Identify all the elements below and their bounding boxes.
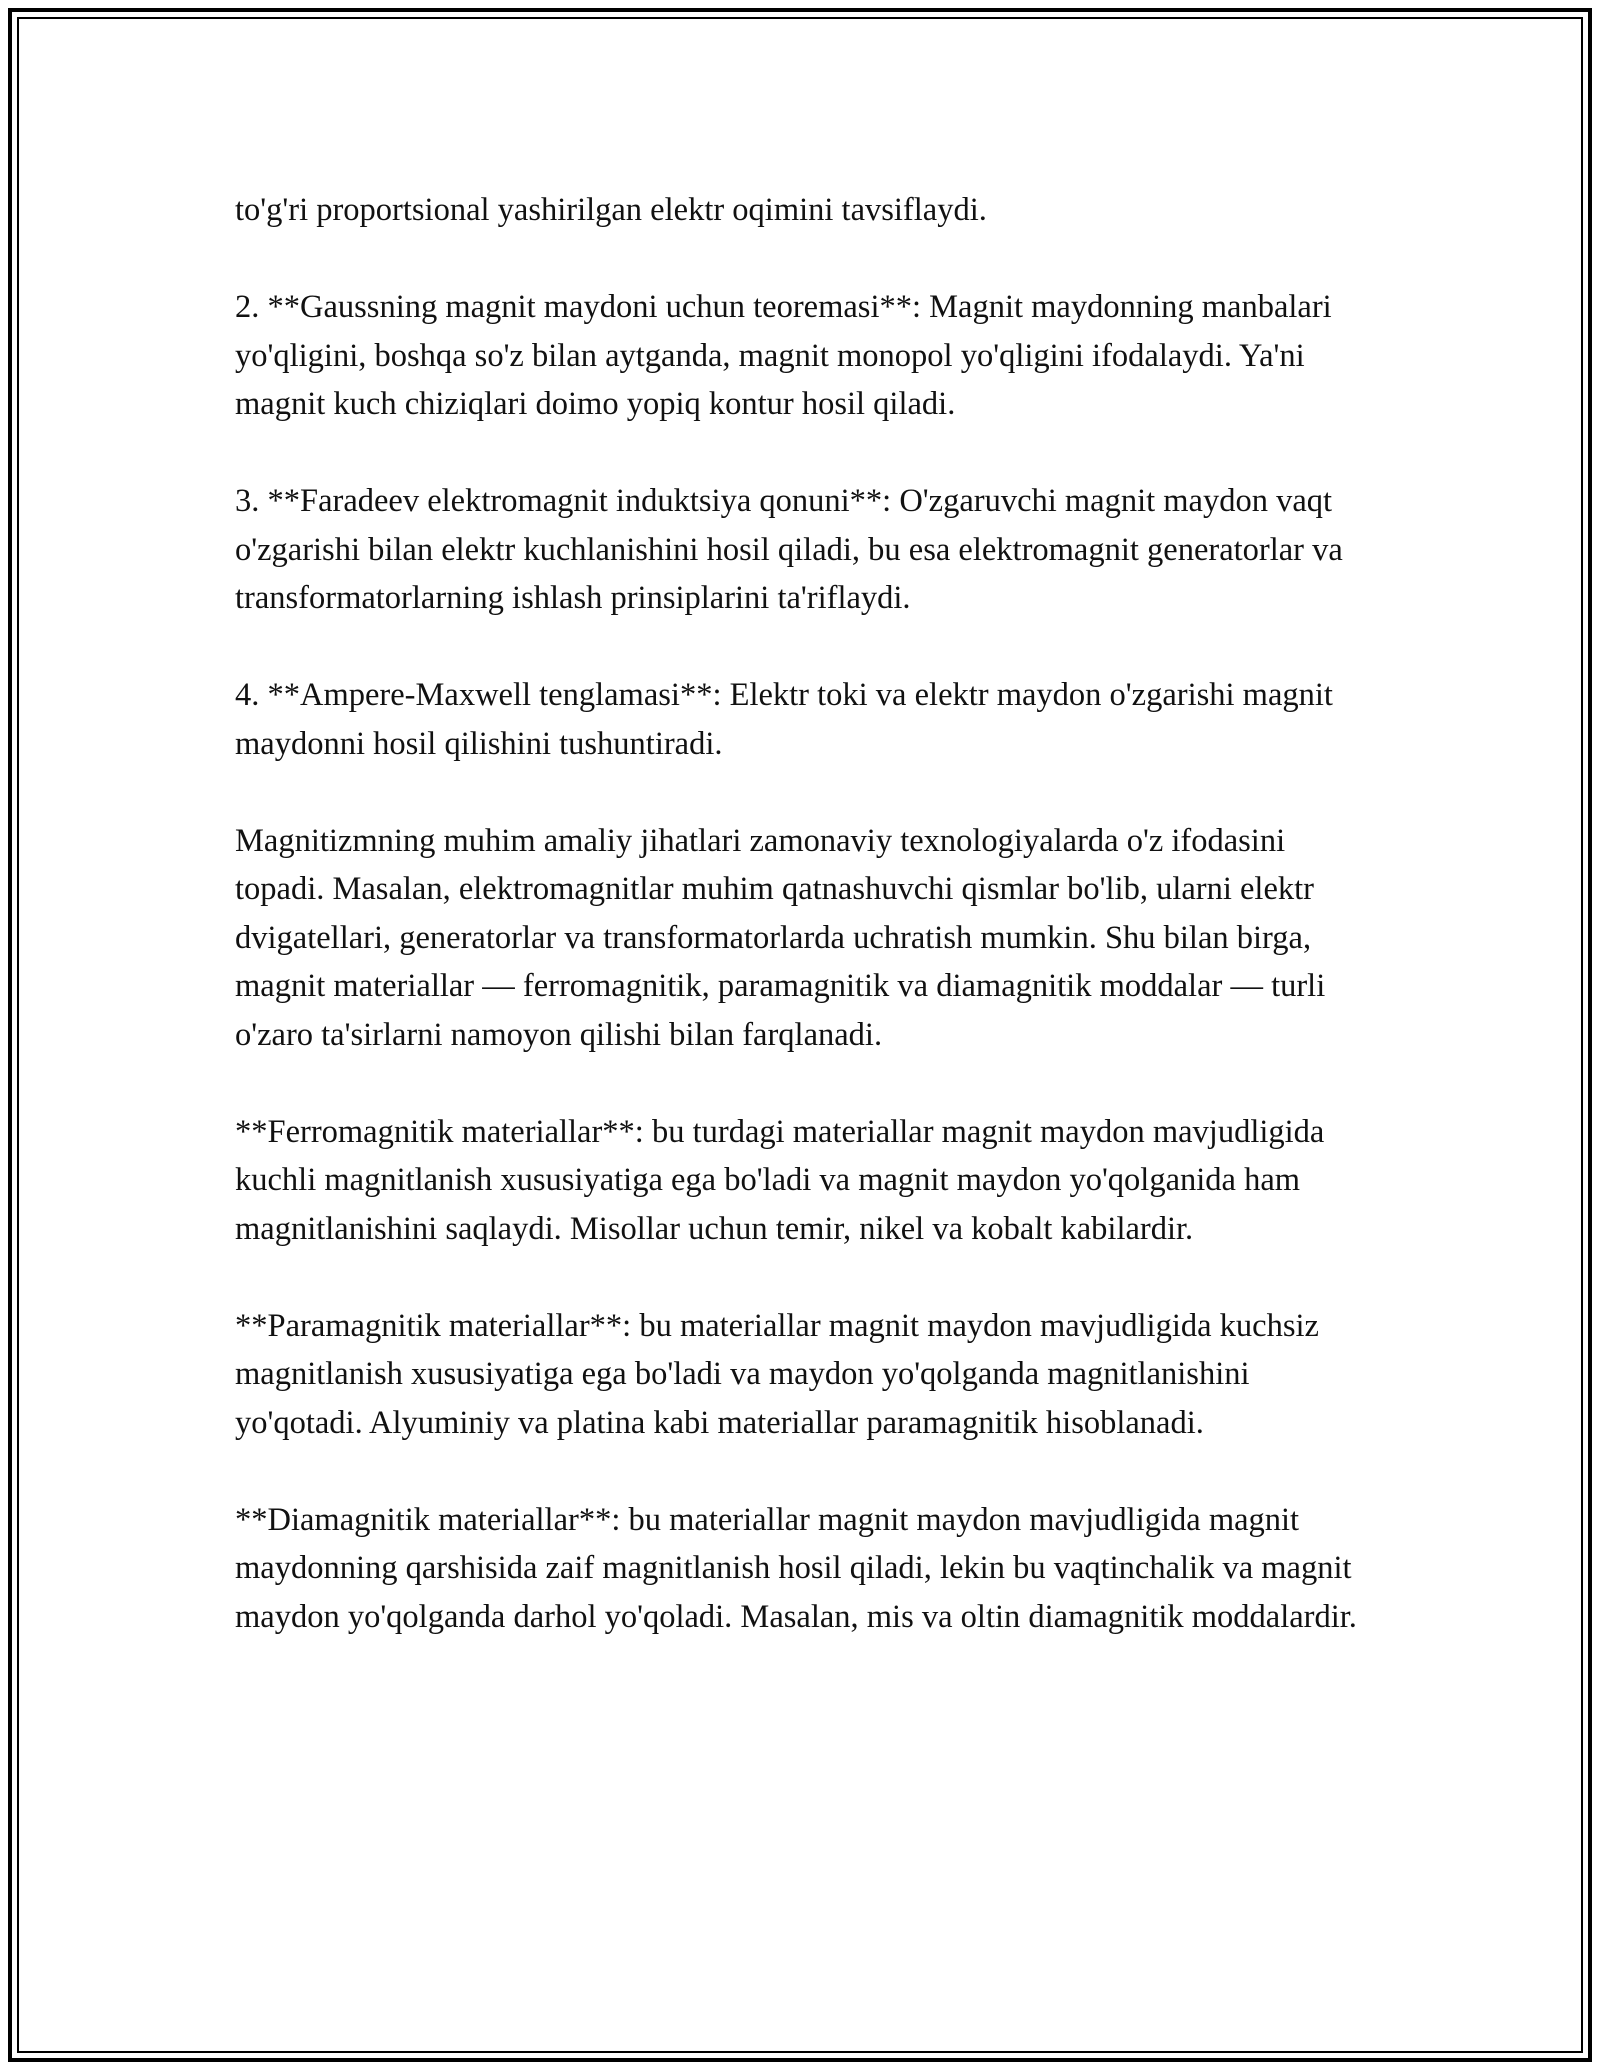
paragraph-practical-aspects: Magnitizmning muhim amaliy jihatlari zamonaviy texnologiyalarda o'z ifodasini topadi. Masalan, elektromagnitlar muhim qatnashuvchi qismlar bo'lib, ularni elektr dvigatellari, generatorlar va transformatorlarda uchratish mumkin. Shu bilan birga, magnit materiallar — ferromagnitik, paramagnitik va diamagnitik moddalar — turli o'zaro ta'sirlarni namoyon qilishi bilan farqlanadi. [235,822,1326,1053]
paragraph-ferromagnetic: **Ferromagnitik materiallar**: bu turdagi materiallar magnit maydon mavjudligida kuchli magnitlanish xususiyatiga ega bo'ladi va magnit maydon yo'qolganida ham magnitlanishini saqlaydi. Misollar uchun temir, nikel va kobalt kabilardir. [235,1113,1325,1247]
paragraph-continuation: to'g'ri proportsional yashirilgan elektr oqimini tavsiflaydi. [235,192,987,228]
paragraph-gauss-magnetic-law: 2. **Gaussning magnit maydoni uchun teoremasi**: Magnit maydonning manbalari yo'qligini, boshqa so'z bilan aytganda, magnit monopol yo'qligini ifodalaydi. Ya'ni magnit kuch chiziqlari doimo yopiq kontur hosil qiladi. [235,289,1332,422]
paragraph-diamagnetic: **Diamagnitik materiallar**: bu materiallar magnit maydon mavjudligida magnit maydonning qarshisida zaif magnitlanish hosil qiladi, lekin bu vaqtinchalik va magnit maydon yo'qolganda darhol yo'qoladi. Masalan, mis va oltin diamagnitik moddalardir. [235,1501,1357,1635]
paragraph-faraday-law: 3. **Faradeev elektromagnit induktsiya qonuni**: O'zgaruvchi magnit maydon vaqt o'zgarishi bilan elektr kuchlanishini hosil qiladi, bu esa elektromagnit generatorlar va transformatorlarning ishlash prinsiplarini ta'riflaydi. [235,483,1343,616]
document-body [235,186,1370,1641]
paragraph-paramagnetic: **Paramagnitik materiallar**: bu materiallar magnit maydon mavjudligida kuchsiz magnitlanish xususiyatiga ega bo'ladi va maydon yo'qolganda magnitlanishini yo'qotadi. Alyuminiy va platina kabi materiallar paramagnitik hisoblanadi. [235,1307,1319,1441]
paragraph-ampere-maxwell-law: 4. **Ampere-Maxwell tenglamasi**: Elektr toki va elektr maydon o'zgarishi magnit maydonni hosil qilishini tushuntiradi. [235,677,1333,762]
